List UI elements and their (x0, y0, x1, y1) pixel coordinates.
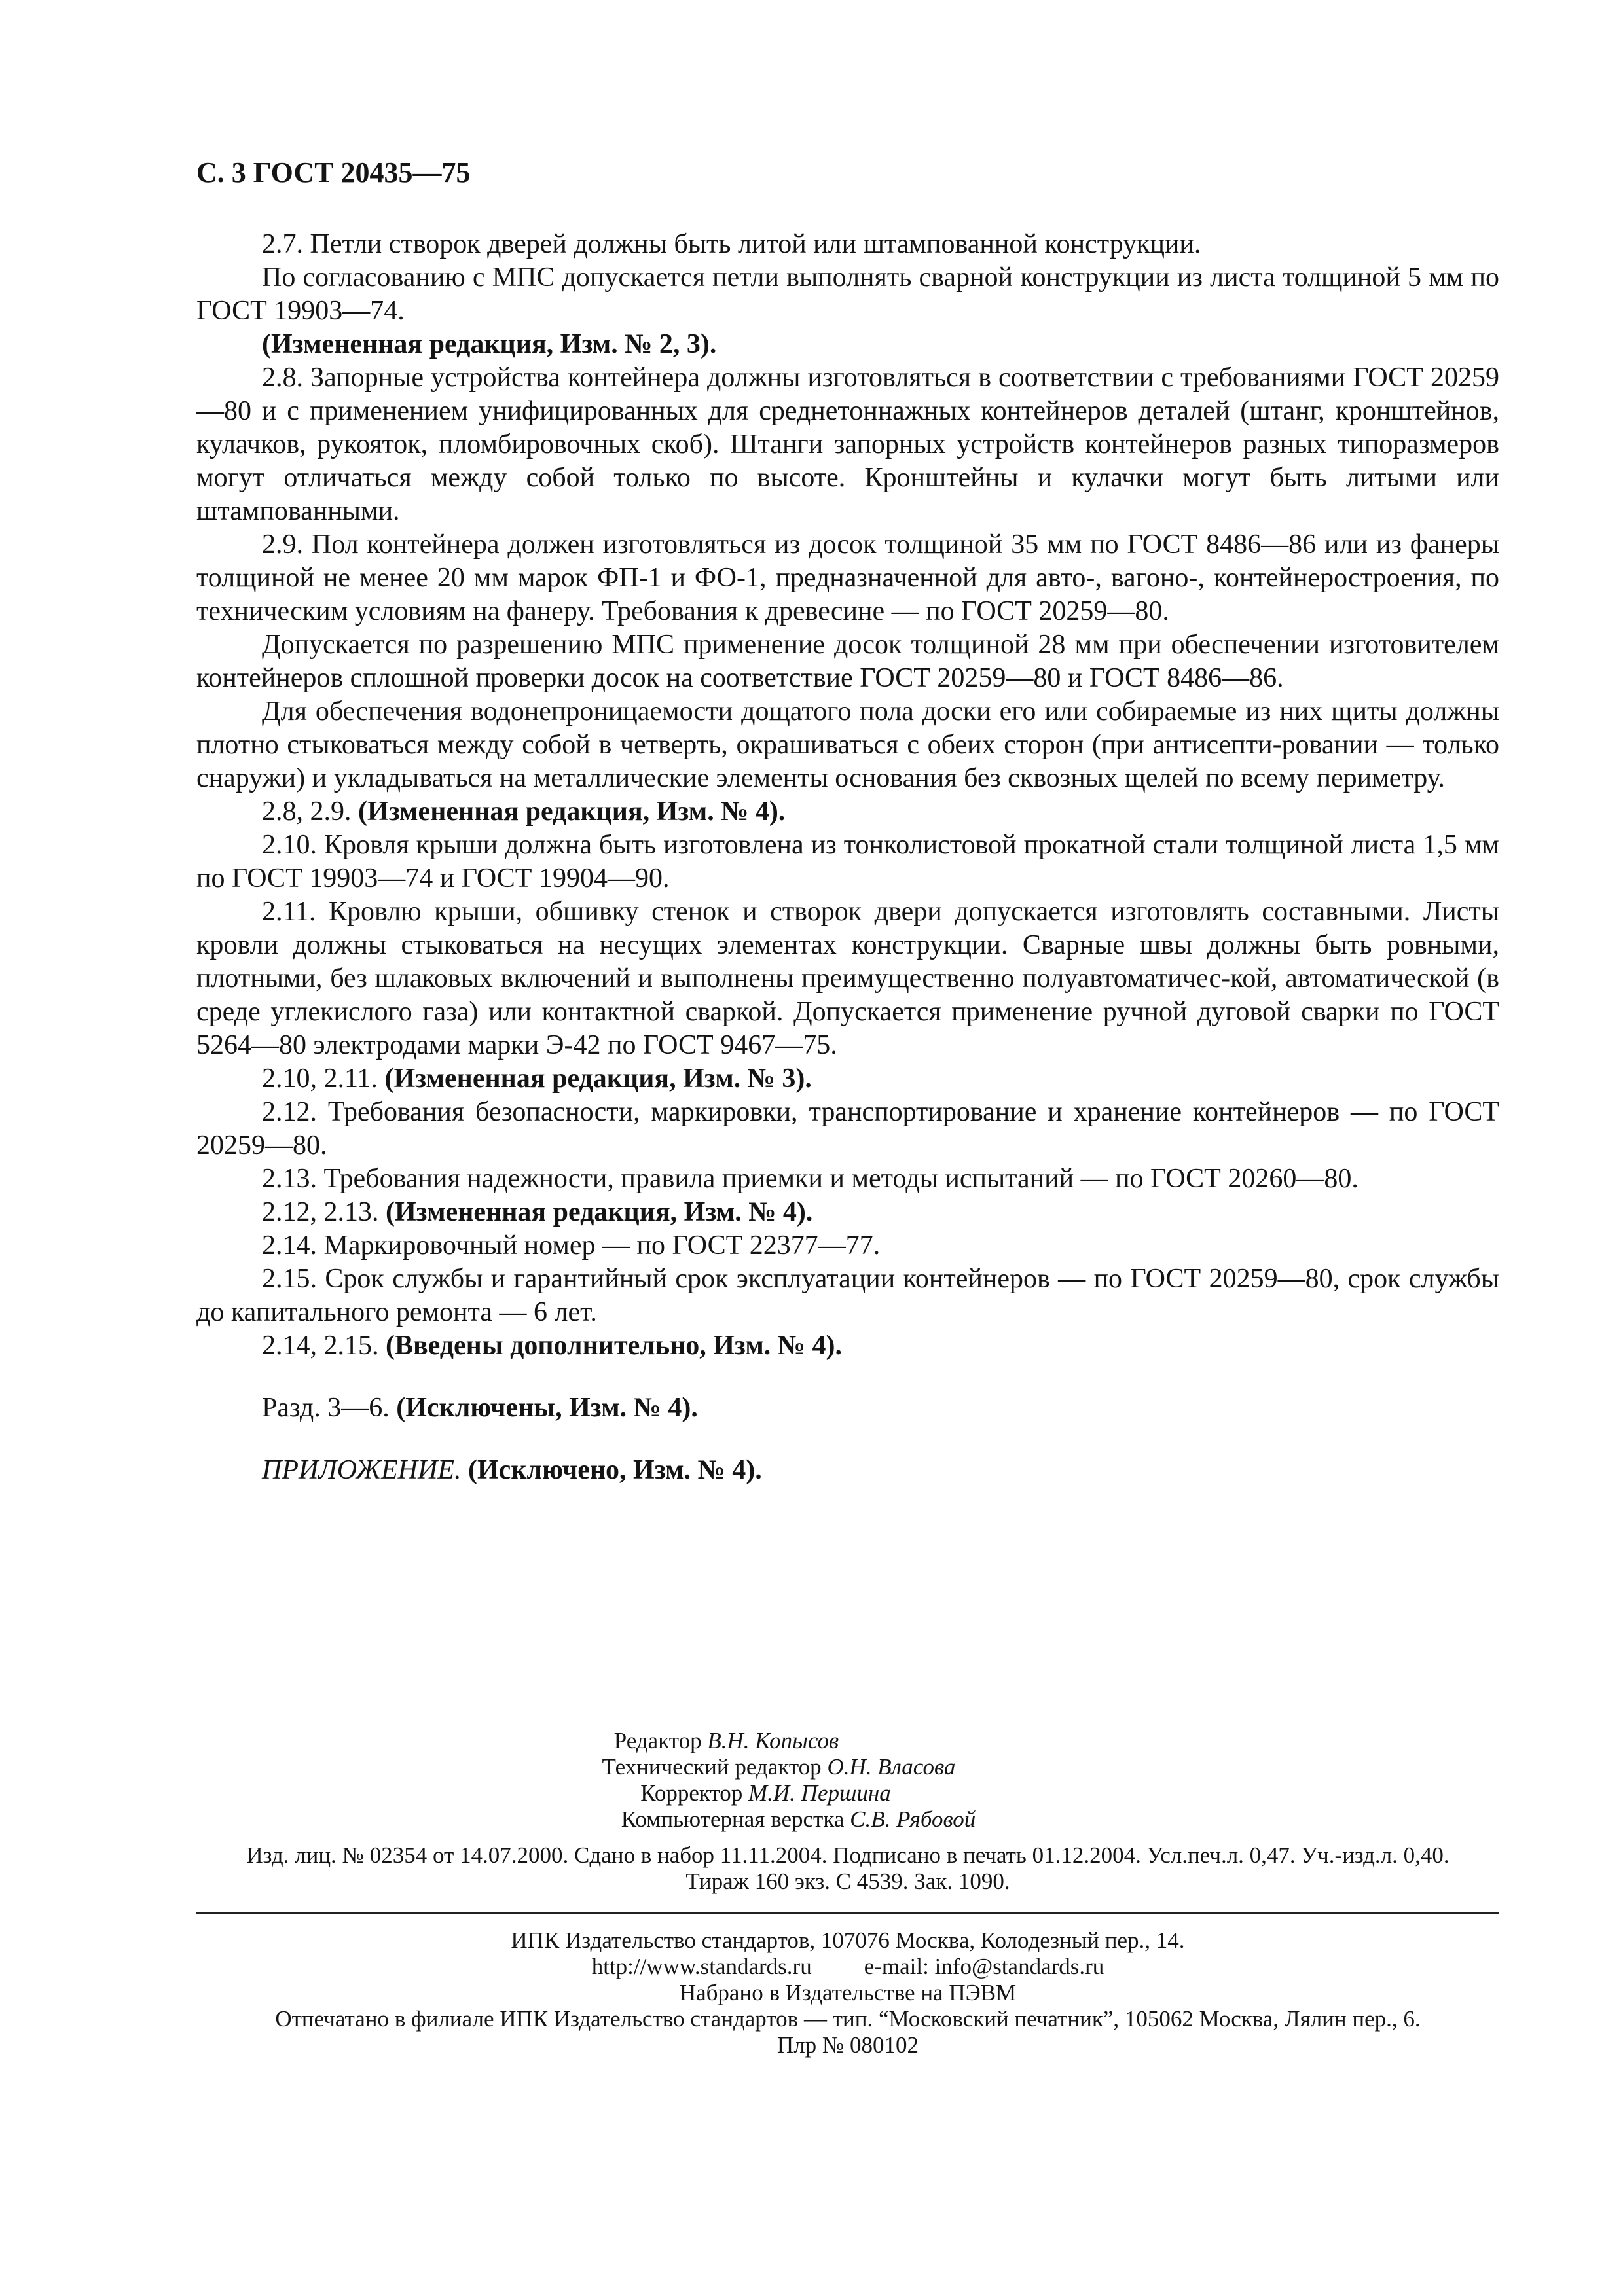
publisher-address: ИПК Издательство стандартов, 107076 Москва, Колодезный пер., 14. (511, 1928, 1185, 1953)
section-ref: Разд. 3—6. (262, 1393, 390, 1423)
amendment-note (196, 328, 1499, 361)
paragraph-2-11: 2.11. Кровлю крыши, обшивку стенок и створок двери допускается изготовлять составными. Листы кровли должны стыковаться на несущих элементах конструкции. Сварные швы должны быть ровными, плотными, без шлаковых включений и выполнены преимущественно полуавтоматичес-кой, автоматической (в среде углекислого газа) или контактной сваркой. Допускается применение ручной дуговой сварки по ГОСТ 5264—80 электродами марки Э-42 по ГОСТ 9467—75. (196, 897, 1499, 1060)
credit-proofreader (0, 1780, 1623, 1806)
credit-role: Компьютерная верстка (621, 1806, 845, 1832)
divider (196, 1912, 1499, 1914)
credit-role: Технический редактор (602, 1754, 822, 1780)
amendment-note (196, 1196, 1499, 1229)
amendment-ref: 2.10, 2.11. (262, 1064, 378, 1094)
credits-block (0, 1728, 1623, 1833)
credit-name: В.Н. Копысов (707, 1728, 839, 1753)
document-body (196, 228, 1499, 1487)
imprint-block (196, 1842, 1499, 1895)
appendix-ref: ПРИЛОЖЕНИЕ. (262, 1455, 462, 1485)
amendment-ref: 2.12, 2.13. (262, 1197, 379, 1227)
plr-number: Плр № 080102 (776, 2032, 919, 2058)
paragraph-2-10: 2.10. Кровля крыши должна быть изготовлена из тонколистовой прокатной стали толщиной листа 1,5 мм по ГОСТ 19903—74 и ГОСТ 19904—90. (196, 830, 1499, 893)
paragraph-2-15: 2.15. Срок службы и гарантийный срок эксплуатации контейнеров — по ГОСТ 20259—80, срок службы до капитального ремонта — 6 лет. (196, 1264, 1499, 1327)
paragraph-2-14: 2.14. Маркировочный номер — по ГОСТ 22377—77. (262, 1230, 881, 1261)
credit-name: С.В. Рябовой (850, 1806, 976, 1832)
paragraph-2-9-note-1: Допускается по разрешению МПС применение досок толщиной 28 мм при обеспечении изготовителем контейнеров сплошной проверки досок на соответствие ГОСТ 20259—80 и ГОСТ 8486—86. (196, 630, 1499, 693)
credit-tech-editor (0, 1754, 1623, 1780)
appendix-note (196, 1454, 1499, 1487)
amendment-note (196, 795, 1499, 829)
section-note-label: (Исключены, Изм. № 4). (396, 1393, 698, 1423)
credit-editor (0, 1728, 1623, 1754)
credit-layout (0, 1806, 1623, 1833)
amendment-ref: 2.14, 2.15. (262, 1331, 379, 1361)
amendment-note (196, 1329, 1499, 1363)
email-link[interactable]: e-mail: info@standards.ru (864, 1954, 1104, 1979)
section-note (196, 1391, 1499, 1425)
paragraph-2-12: 2.12. Требования безопасности, маркировки, транспортирование и хранение контейнеров — по ГОСТ 20259—80. (196, 1097, 1499, 1160)
paragraph-2-9-note-2: Для обеспечения водонепроницаемости дощатого пола доски его или собираемые из них щиты должны плотно стыковаться между собой в четверть, окрашиваться с обеих сторон (при антисепти-ровании — только снаружи) и укладываться на металлические элементы основания без сквозных щелей по всему периметру. (196, 696, 1499, 793)
credit-name: О.Н. Власова (827, 1754, 956, 1780)
paragraph-2-8: 2.8. Запорные устройства контейнера должны изготовляться в соответствии с требованиями ГОСТ 20259—80 и с применением унифицированных для среднетоннажных контейнеров деталей (штанг, кронштейнов, кулачков, рукояток, пломбировочных скоб). Штанги запорных устройств контейнеров разных типоразмеров могут отличаться между собой только по высоте. Кронштейны и кулачки могут быть литыми или штампованными. (196, 363, 1499, 526)
paragraph-2-7-note: По согласованию с МПС допускается петли выполнять сварной конструкции из листа толщиной 5 мм по ГОСТ 19903—74. (196, 262, 1499, 326)
amendment-label: (Введены дополнительно, Изм. № 4). (386, 1331, 842, 1361)
website-link[interactable]: http://www.standards.ru (591, 1954, 812, 1979)
paragraph-2-9: 2.9. Пол контейнера должен изготовляться из досок толщиной 35 мм по ГОСТ 8486—86 или из фанеры толщиной не менее 20 мм марок ФП-1 и ФО-1, предназначенной для авто-, вагоно-, контейнеростроения, по техническим условиям на фанеру. Требования к древесине — по ГОСТ 20259—80. (196, 529, 1499, 626)
typeset-note: Набрано в Издательстве на ПЭВМ (679, 1980, 1017, 2005)
appendix-note-label: (Исключено, Изм. № 4). (467, 1455, 762, 1485)
amendment-note (196, 1062, 1499, 1096)
credit-name: М.И. Першина (748, 1780, 891, 1806)
publisher-block (196, 1928, 1499, 2058)
printed-note: Отпечатано в филиале ИПК Издательство стандартов — тип. “Московский печатник”, 105062 Москва, Лялин пер., 6. (275, 2006, 1421, 2032)
amendment-label: (Измененная редакция, Изм. № 3). (384, 1064, 812, 1094)
paragraph-2-7: 2.7. Петли створок дверей должны быть литой или штампованной конструкции. (262, 229, 1201, 259)
page-header: С. 3 ГОСТ 20435—75 (196, 156, 471, 188)
imprint-line: Тираж 160 экз. С 4539. Зак. 1090. (685, 1869, 1010, 1894)
imprint-line: Изд. лиц. № 02354 от 14.07.2000. Сдано в набор 11.11.2004. Подписано в печать 01.12.2004. Усл.печ.л. 0,47. Уч.-изд.л. 0,40. (246, 1842, 1450, 1868)
amendment-label: (Измененная редакция, Изм. № 2, 3). (262, 329, 717, 359)
amendment-ref: 2.8, 2.9. (262, 797, 352, 827)
amendment-label: (Измененная редакция, Изм. № 4). (358, 797, 786, 827)
credit-role: Корректор (640, 1780, 743, 1806)
credit-role: Редактор (613, 1728, 702, 1753)
amendment-label: (Измененная редакция, Изм. № 4). (386, 1197, 813, 1227)
paragraph-2-13: 2.13. Требования надежности, правила приемки и методы испытаний — по ГОСТ 20260—80. (262, 1164, 1359, 1194)
publisher-contacts (196, 1954, 1499, 1980)
